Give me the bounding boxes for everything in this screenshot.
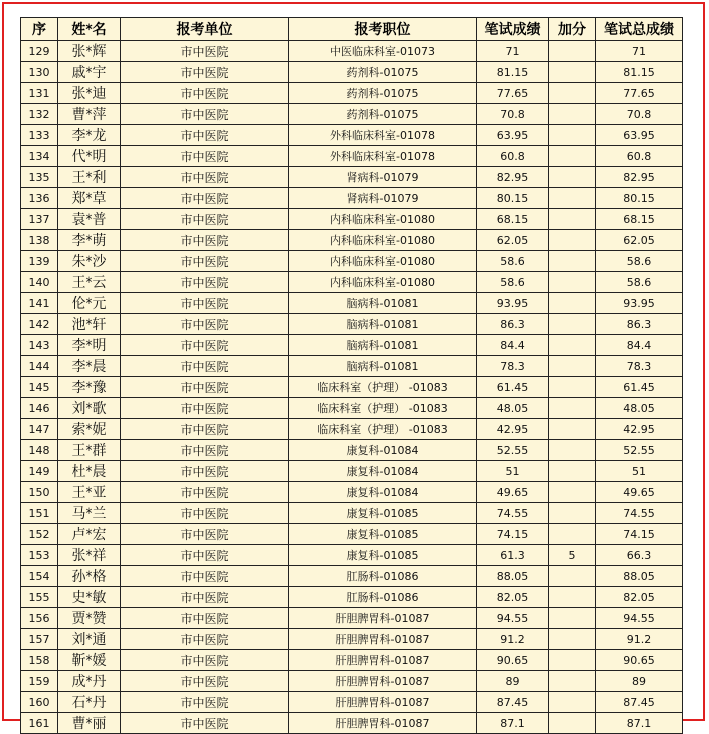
bonus-cell xyxy=(549,566,596,587)
unit-cell: 市中医院 xyxy=(121,440,289,461)
unit-cell: 市中医院 xyxy=(121,587,289,608)
seq-cell: 141 xyxy=(21,293,58,314)
written-score-cell: 49.65 xyxy=(477,482,549,503)
name-cell: 池*轩 xyxy=(58,314,121,335)
total-score-cell: 77.65 xyxy=(596,83,683,104)
name-cell: 成*丹 xyxy=(58,671,121,692)
name-cell: 王*利 xyxy=(58,167,121,188)
unit-cell: 市中医院 xyxy=(121,188,289,209)
unit-cell: 市中医院 xyxy=(121,377,289,398)
position-cell: 肾病科-01079 xyxy=(289,167,477,188)
unit-cell: 市中医院 xyxy=(121,272,289,293)
bonus-cell: 5 xyxy=(549,545,596,566)
name-cell: 袁*普 xyxy=(58,209,121,230)
position-cell: 肾病科-01079 xyxy=(289,188,477,209)
position-cell: 临床科室（护理） -01083 xyxy=(289,377,477,398)
total-score-cell: 93.95 xyxy=(596,293,683,314)
table-row xyxy=(21,671,683,692)
table-row xyxy=(21,104,683,125)
position-cell: 肛肠科-01086 xyxy=(289,566,477,587)
header-unit: 报考单位 xyxy=(121,18,289,41)
bonus-cell xyxy=(549,314,596,335)
table-row xyxy=(21,713,683,734)
header-row xyxy=(21,18,683,41)
total-score-cell: 87.45 xyxy=(596,692,683,713)
total-score-cell: 63.95 xyxy=(596,125,683,146)
header-bonus: 加分 xyxy=(549,18,596,41)
table-row xyxy=(21,230,683,251)
unit-cell: 市中医院 xyxy=(121,167,289,188)
position-cell: 肛肠科-01086 xyxy=(289,587,477,608)
written-score-cell: 82.95 xyxy=(477,167,549,188)
table-row xyxy=(21,146,683,167)
written-score-cell: 71 xyxy=(477,41,549,62)
unit-cell: 市中医院 xyxy=(121,629,289,650)
name-cell: 孙*格 xyxy=(58,566,121,587)
written-score-cell: 94.55 xyxy=(477,608,549,629)
position-cell: 内科临床科室-01080 xyxy=(289,209,477,230)
name-cell: 贾*赞 xyxy=(58,608,121,629)
seq-cell: 154 xyxy=(21,566,58,587)
header-seq: 序 xyxy=(21,18,58,41)
name-cell: 张*辉 xyxy=(58,41,121,62)
table-row xyxy=(21,482,683,503)
name-cell: 索*妮 xyxy=(58,419,121,440)
total-score-cell: 42.95 xyxy=(596,419,683,440)
written-score-cell: 87.45 xyxy=(477,692,549,713)
total-score-cell: 84.4 xyxy=(596,335,683,356)
table-row xyxy=(21,629,683,650)
written-score-cell: 62.05 xyxy=(477,230,549,251)
table-row xyxy=(21,293,683,314)
table-row xyxy=(21,272,683,293)
total-score-cell: 68.15 xyxy=(596,209,683,230)
table-row xyxy=(21,608,683,629)
written-score-cell: 58.6 xyxy=(477,251,549,272)
position-cell: 肝胆脾胃科-01087 xyxy=(289,713,477,734)
seq-cell: 159 xyxy=(21,671,58,692)
table-row xyxy=(21,167,683,188)
table-row xyxy=(21,125,683,146)
table-row xyxy=(21,398,683,419)
table-row xyxy=(21,587,683,608)
table-row xyxy=(21,650,683,671)
position-cell: 药剂科-01075 xyxy=(289,62,477,83)
name-cell: 张*迪 xyxy=(58,83,121,104)
unit-cell: 市中医院 xyxy=(121,293,289,314)
name-cell: 李*晨 xyxy=(58,356,121,377)
bonus-cell xyxy=(549,125,596,146)
seq-cell: 146 xyxy=(21,398,58,419)
total-score-cell: 88.05 xyxy=(596,566,683,587)
total-score-cell: 58.6 xyxy=(596,251,683,272)
table-row xyxy=(21,524,683,545)
written-score-cell: 93.95 xyxy=(477,293,549,314)
bonus-cell xyxy=(549,398,596,419)
bonus-cell xyxy=(549,671,596,692)
written-score-cell: 80.15 xyxy=(477,188,549,209)
total-score-cell: 61.45 xyxy=(596,377,683,398)
seq-cell: 130 xyxy=(21,62,58,83)
seq-cell: 131 xyxy=(21,83,58,104)
name-cell: 李*萌 xyxy=(58,230,121,251)
position-cell: 康复科-01085 xyxy=(289,545,477,566)
unit-cell: 市中医院 xyxy=(121,230,289,251)
seq-cell: 137 xyxy=(21,209,58,230)
position-cell: 临床科室（护理） -01083 xyxy=(289,419,477,440)
position-cell: 内科临床科室-01080 xyxy=(289,251,477,272)
written-score-cell: 86.3 xyxy=(477,314,549,335)
name-cell: 刘*歌 xyxy=(58,398,121,419)
total-score-cell: 49.65 xyxy=(596,482,683,503)
name-cell: 卢*宏 xyxy=(58,524,121,545)
written-score-cell: 58.6 xyxy=(477,272,549,293)
total-score-cell: 82.05 xyxy=(596,587,683,608)
unit-cell: 市中医院 xyxy=(121,650,289,671)
bonus-cell xyxy=(549,482,596,503)
position-cell: 康复科-01084 xyxy=(289,440,477,461)
total-score-cell: 82.95 xyxy=(596,167,683,188)
unit-cell: 市中医院 xyxy=(121,104,289,125)
bonus-cell xyxy=(549,41,596,62)
unit-cell: 市中医院 xyxy=(121,41,289,62)
name-cell: 王*群 xyxy=(58,440,121,461)
seq-cell: 129 xyxy=(21,41,58,62)
position-cell: 中医临床科室-01073 xyxy=(289,41,477,62)
position-cell: 脑病科-01081 xyxy=(289,314,477,335)
unit-cell: 市中医院 xyxy=(121,398,289,419)
written-score-cell: 61.3 xyxy=(477,545,549,566)
header-written-score: 笔试成绩 xyxy=(477,18,549,41)
position-cell: 外科临床科室-01078 xyxy=(289,146,477,167)
name-cell: 石*丹 xyxy=(58,692,121,713)
table-row xyxy=(21,251,683,272)
bonus-cell xyxy=(549,461,596,482)
table-row xyxy=(21,41,683,62)
position-cell: 康复科-01084 xyxy=(289,482,477,503)
unit-cell: 市中医院 xyxy=(121,545,289,566)
total-score-cell: 58.6 xyxy=(596,272,683,293)
total-score-cell: 70.8 xyxy=(596,104,683,125)
position-cell: 药剂科-01075 xyxy=(289,83,477,104)
bonus-cell xyxy=(549,524,596,545)
table-row xyxy=(21,566,683,587)
written-score-cell: 60.8 xyxy=(477,146,549,167)
table-row xyxy=(21,83,683,104)
written-score-cell: 88.05 xyxy=(477,566,549,587)
seq-cell: 138 xyxy=(21,230,58,251)
unit-cell: 市中医院 xyxy=(121,524,289,545)
total-score-cell: 80.15 xyxy=(596,188,683,209)
name-cell: 史*敏 xyxy=(58,587,121,608)
table-row xyxy=(21,62,683,83)
seq-cell: 151 xyxy=(21,503,58,524)
position-cell: 内科临床科室-01080 xyxy=(289,272,477,293)
bonus-cell xyxy=(549,209,596,230)
position-cell: 脑病科-01081 xyxy=(289,293,477,314)
table-row xyxy=(21,188,683,209)
bonus-cell xyxy=(549,650,596,671)
written-score-cell: 78.3 xyxy=(477,356,549,377)
unit-cell: 市中医院 xyxy=(121,671,289,692)
written-score-cell: 87.1 xyxy=(477,713,549,734)
position-cell: 康复科-01085 xyxy=(289,524,477,545)
position-cell: 肝胆脾胃科-01087 xyxy=(289,608,477,629)
seq-cell: 155 xyxy=(21,587,58,608)
unit-cell: 市中医院 xyxy=(121,503,289,524)
total-score-cell: 94.55 xyxy=(596,608,683,629)
seq-cell: 142 xyxy=(21,314,58,335)
name-cell: 曹*丽 xyxy=(58,713,121,734)
bonus-cell xyxy=(549,419,596,440)
total-score-cell: 52.55 xyxy=(596,440,683,461)
unit-cell: 市中医院 xyxy=(121,356,289,377)
seq-cell: 156 xyxy=(21,608,58,629)
table-row xyxy=(21,314,683,335)
unit-cell: 市中医院 xyxy=(121,83,289,104)
total-score-cell: 86.3 xyxy=(596,314,683,335)
unit-cell: 市中医院 xyxy=(121,608,289,629)
table-row xyxy=(21,461,683,482)
name-cell: 杜*晨 xyxy=(58,461,121,482)
written-score-cell: 42.95 xyxy=(477,419,549,440)
unit-cell: 市中医院 xyxy=(121,146,289,167)
name-cell: 靳*媛 xyxy=(58,650,121,671)
bonus-cell xyxy=(549,83,596,104)
written-score-cell: 51 xyxy=(477,461,549,482)
unit-cell: 市中医院 xyxy=(121,251,289,272)
position-cell: 脑病科-01081 xyxy=(289,356,477,377)
bonus-cell xyxy=(549,503,596,524)
total-score-cell: 71 xyxy=(596,41,683,62)
bonus-cell xyxy=(549,230,596,251)
unit-cell: 市中医院 xyxy=(121,461,289,482)
unit-cell: 市中医院 xyxy=(121,209,289,230)
seq-cell: 135 xyxy=(21,167,58,188)
bonus-cell xyxy=(549,440,596,461)
table-row xyxy=(21,335,683,356)
seq-cell: 150 xyxy=(21,482,58,503)
written-score-cell: 70.8 xyxy=(477,104,549,125)
unit-cell: 市中医院 xyxy=(121,482,289,503)
position-cell: 脑病科-01081 xyxy=(289,335,477,356)
total-score-cell: 90.65 xyxy=(596,650,683,671)
bonus-cell xyxy=(549,587,596,608)
total-score-cell: 91.2 xyxy=(596,629,683,650)
name-cell: 戚*宇 xyxy=(58,62,121,83)
name-cell: 曹*萍 xyxy=(58,104,121,125)
bonus-cell xyxy=(549,251,596,272)
position-cell: 康复科-01084 xyxy=(289,461,477,482)
header-position: 报考职位 xyxy=(289,18,477,41)
bonus-cell xyxy=(549,692,596,713)
written-score-cell: 82.05 xyxy=(477,587,549,608)
position-cell: 肝胆脾胃科-01087 xyxy=(289,671,477,692)
header-name: 姓*名 xyxy=(58,18,121,41)
name-cell: 李*龙 xyxy=(58,125,121,146)
position-cell: 肝胆脾胃科-01087 xyxy=(289,629,477,650)
unit-cell: 市中医院 xyxy=(121,419,289,440)
bonus-cell xyxy=(549,335,596,356)
bonus-cell xyxy=(549,713,596,734)
written-score-cell: 90.65 xyxy=(477,650,549,671)
seq-cell: 144 xyxy=(21,356,58,377)
written-score-cell: 68.15 xyxy=(477,209,549,230)
table-row xyxy=(21,209,683,230)
unit-cell: 市中医院 xyxy=(121,314,289,335)
bonus-cell xyxy=(549,146,596,167)
position-cell: 内科临床科室-01080 xyxy=(289,230,477,251)
table-row xyxy=(21,503,683,524)
bonus-cell xyxy=(549,272,596,293)
position-cell: 肝胆脾胃科-01087 xyxy=(289,692,477,713)
total-score-cell: 74.15 xyxy=(596,524,683,545)
seq-cell: 133 xyxy=(21,125,58,146)
seq-cell: 140 xyxy=(21,272,58,293)
total-score-cell: 74.55 xyxy=(596,503,683,524)
seq-cell: 160 xyxy=(21,692,58,713)
bonus-cell xyxy=(549,377,596,398)
total-score-cell: 62.05 xyxy=(596,230,683,251)
written-score-cell: 48.05 xyxy=(477,398,549,419)
seq-cell: 161 xyxy=(21,713,58,734)
total-score-cell: 66.3 xyxy=(596,545,683,566)
unit-cell: 市中医院 xyxy=(121,62,289,83)
total-score-cell: 81.15 xyxy=(596,62,683,83)
bonus-cell xyxy=(549,293,596,314)
name-cell: 郑*草 xyxy=(58,188,121,209)
written-score-cell: 61.45 xyxy=(477,377,549,398)
total-score-cell: 48.05 xyxy=(596,398,683,419)
unit-cell: 市中医院 xyxy=(121,692,289,713)
written-score-cell: 91.2 xyxy=(477,629,549,650)
score-table xyxy=(20,17,683,734)
name-cell: 王*云 xyxy=(58,272,121,293)
name-cell: 张*祥 xyxy=(58,545,121,566)
unit-cell: 市中医院 xyxy=(121,335,289,356)
seq-cell: 132 xyxy=(21,104,58,125)
written-score-cell: 74.55 xyxy=(477,503,549,524)
seq-cell: 157 xyxy=(21,629,58,650)
unit-cell: 市中医院 xyxy=(121,713,289,734)
name-cell: 代*明 xyxy=(58,146,121,167)
position-cell: 外科临床科室-01078 xyxy=(289,125,477,146)
bonus-cell xyxy=(549,104,596,125)
name-cell: 朱*沙 xyxy=(58,251,121,272)
name-cell: 马*兰 xyxy=(58,503,121,524)
table-row xyxy=(21,545,683,566)
written-score-cell: 77.65 xyxy=(477,83,549,104)
table-row xyxy=(21,377,683,398)
position-cell: 肝胆脾胃科-01087 xyxy=(289,650,477,671)
bonus-cell xyxy=(549,62,596,83)
bonus-cell xyxy=(549,188,596,209)
seq-cell: 145 xyxy=(21,377,58,398)
name-cell: 伦*元 xyxy=(58,293,121,314)
seq-cell: 153 xyxy=(21,545,58,566)
bonus-cell xyxy=(549,167,596,188)
bonus-cell xyxy=(549,608,596,629)
written-score-cell: 84.4 xyxy=(477,335,549,356)
name-cell: 李*豫 xyxy=(58,377,121,398)
seq-cell: 148 xyxy=(21,440,58,461)
bonus-cell xyxy=(549,356,596,377)
name-cell: 刘*通 xyxy=(58,629,121,650)
total-score-cell: 78.3 xyxy=(596,356,683,377)
name-cell: 李*明 xyxy=(58,335,121,356)
seq-cell: 139 xyxy=(21,251,58,272)
seq-cell: 136 xyxy=(21,188,58,209)
header-total-score: 笔试总成绩 xyxy=(596,18,683,41)
seq-cell: 149 xyxy=(21,461,58,482)
table-row xyxy=(21,692,683,713)
position-cell: 临床科室（护理） -01083 xyxy=(289,398,477,419)
name-cell: 王*亚 xyxy=(58,482,121,503)
seq-cell: 143 xyxy=(21,335,58,356)
table-row xyxy=(21,440,683,461)
written-score-cell: 52.55 xyxy=(477,440,549,461)
bonus-cell xyxy=(549,629,596,650)
total-score-cell: 89 xyxy=(596,671,683,692)
unit-cell: 市中医院 xyxy=(121,566,289,587)
position-cell: 药剂科-01075 xyxy=(289,104,477,125)
written-score-cell: 81.15 xyxy=(477,62,549,83)
written-score-cell: 63.95 xyxy=(477,125,549,146)
table-row xyxy=(21,356,683,377)
written-score-cell: 89 xyxy=(477,671,549,692)
seq-cell: 134 xyxy=(21,146,58,167)
seq-cell: 152 xyxy=(21,524,58,545)
total-score-cell: 51 xyxy=(596,461,683,482)
seq-cell: 158 xyxy=(21,650,58,671)
unit-cell: 市中医院 xyxy=(121,125,289,146)
position-cell: 康复科-01085 xyxy=(289,503,477,524)
table-row xyxy=(21,419,683,440)
seq-cell: 147 xyxy=(21,419,58,440)
total-score-cell: 60.8 xyxy=(596,146,683,167)
total-score-cell: 87.1 xyxy=(596,713,683,734)
written-score-cell: 74.15 xyxy=(477,524,549,545)
